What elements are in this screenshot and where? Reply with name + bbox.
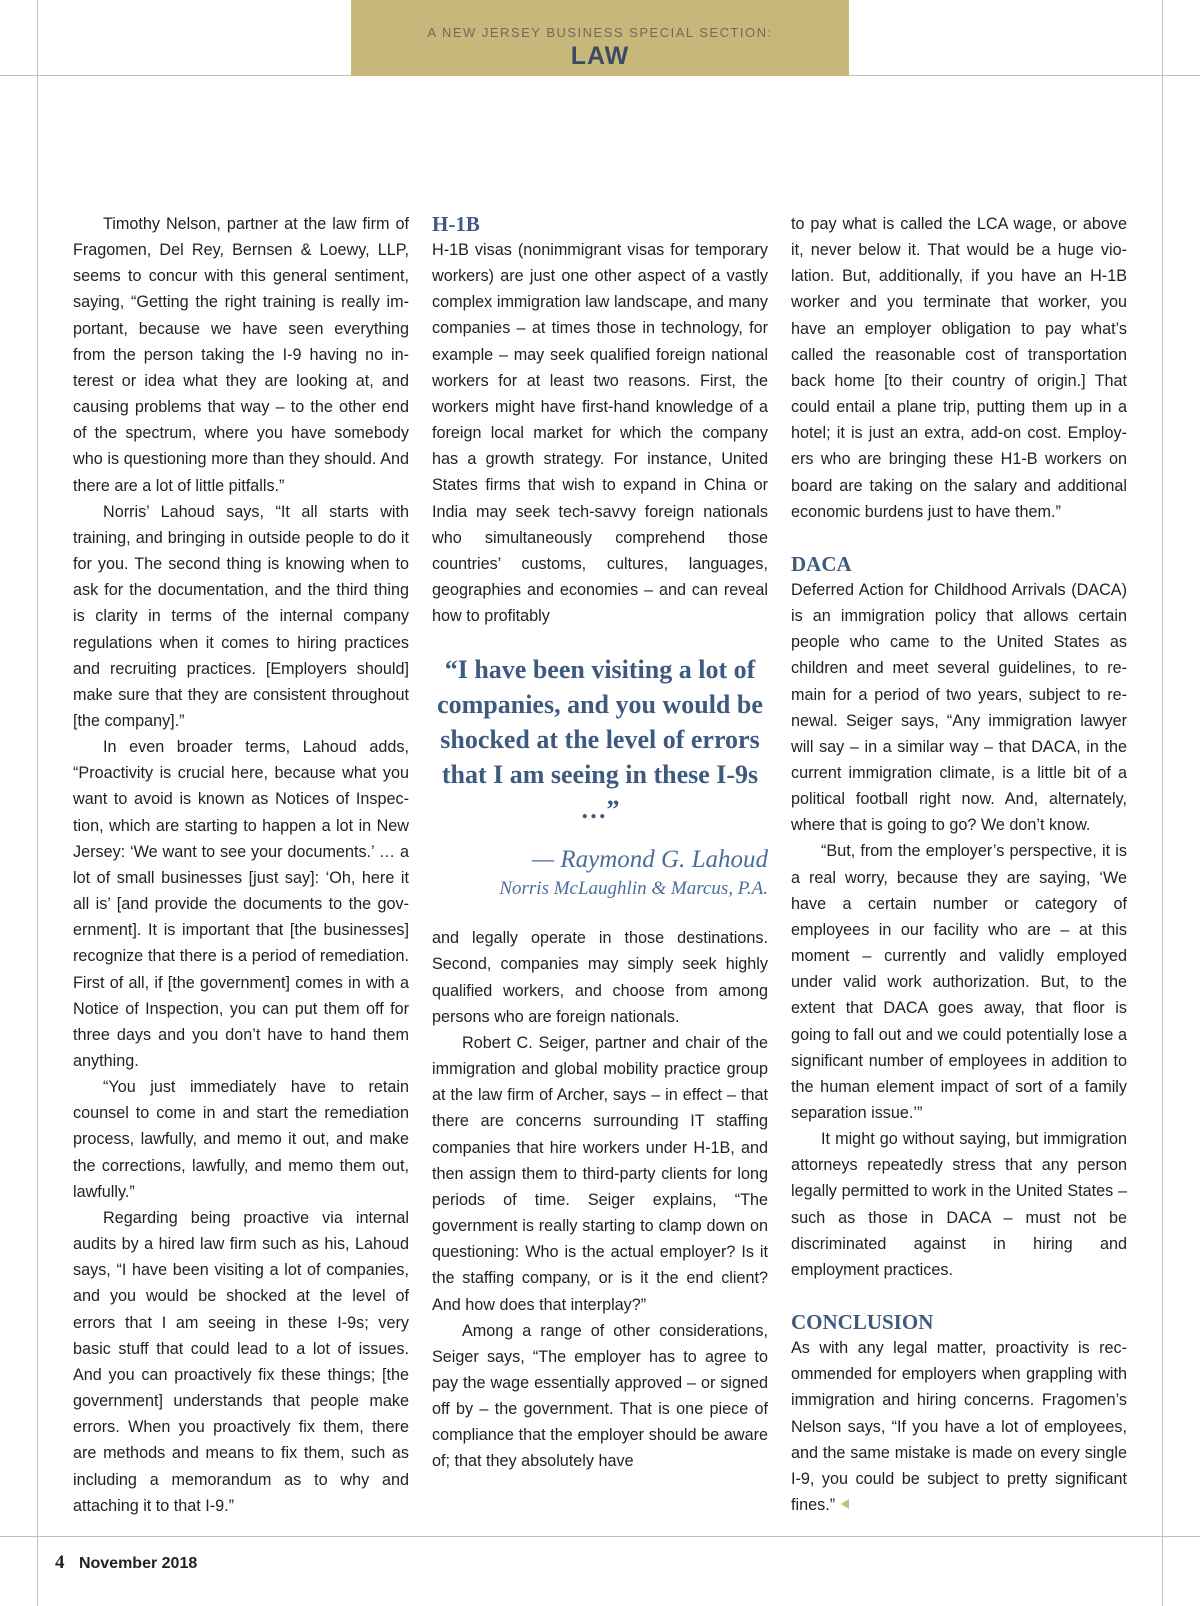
pull-quote-text: “I have been visiting a lot of companies, and you would be shocked at the level of errors that I am seeing in these I-9s …” xyxy=(437,655,763,824)
paragraph: and legally operate in those destinations. Second, companies may simply seek highly qualified workers, and choose from among persons who are foreign nationals. xyxy=(432,929,768,1026)
paragraph: Deferred Action for Childhood Arrivals (DACA) is an immigration policy that allows certain people who came to the United States as children and meet several guidelines, to remain for a period of two years, subject to renewal. Seiger says, “Any immigration lawyer will say – in a similar way – that DACA, in the current immigration climate, is a little bit of a political football right now. And, alternately, where that is going to go? We don’t know. xyxy=(791,580,1127,835)
paragraph: Regarding being proactive via internal audits by a hired law firm such as his, Lahoud says, “I have been visiting a lot of companies, and you would be shocked at the level of errors that I am seeing in these I-9s; very basic stuff that could lead to a lot of issues. And you can proactively fix these things; [the government] understands that people make errors. When you proactively fix them, there are methods and means to fix them, such as including a memorandum as to why and attaching it to that I-9.” xyxy=(73,1208,409,1515)
paragraph: Norris’ Lahoud says, “It all starts with training, and bringing in outside people to do it for you. The second thing is knowing when to ask for the documentation, and the third thing is clarity in terms of the internal company regulations when it comes to hiring practices and recruiting practices. [Employers should] make sure that they are consistent throughout [the company].” xyxy=(73,502,409,730)
left-margin-rule xyxy=(37,0,38,1606)
paragraph: to pay what is called the LCA wage, or above it, never below it. That would be a huge violation. But, additionally, if you have an H-1B worker and you terminate that worker, you have an employer obligation to pay what’s called the reasonable cost of transportation back home [to their country of origin.] That could entail a plane trip, putting them up in a hotel; it is just an extra, add-on cost. Employers who are bringing these H1-B workers on board are taking on the salary and additional economic burdens just to have them.” xyxy=(791,215,1127,521)
column-2 xyxy=(432,211,768,1475)
paragraph: Timothy Nelson, partner at the law firm of Fragomen, Del Rey, Bernsen & Loewy, LLP, seems to concur with this general sentiment, saying, “Getting the right training is really important, because we have seen everything from the person taking the I-9 having no interest or idea what they are looking at, and causing problems that way – to the other end of the spectrum, where you have somebody who is questioning more than they should. And there are a lot of little pitfalls.” xyxy=(73,215,409,495)
final-paragraph-text: As with any legal matter, proactivity is recommended for employers when grappling with immigration and hiring concerns. Fragomen’s Nelson says, “If you have a lot of employees, and the same mistake is made on every single I-9, you could be subject to pretty significant fines.” xyxy=(791,1339,1127,1515)
section-title: LAW xyxy=(570,42,630,70)
section-kicker: A NEW JERSEY BUSINESS SPECIAL SECTION: xyxy=(427,25,773,40)
paragraph: Among a range of other considerations, Seiger says, “The employer has to agree to pay the wage essentially approved – or signed off by – the government. That is one piece of compliance that the employer should be aware of; that they absolutely have xyxy=(432,1321,768,1471)
paragraph: It might go without saying, but immigration attorneys repeatedly stress that any person legally permitted to work in the United States – such as those in DACA – must not be discriminated against in hiring and employment practices. xyxy=(791,1130,1127,1279)
pull-quote-firm: Norris McLaughlin & Marcus, P.A. xyxy=(499,878,768,900)
paragraph: “You just immediately have to retain counsel to come in and start the remediation process, lawfully, and memo it out, and make the corrections, lawfully, and memo them out, lawfully.” xyxy=(73,1078,409,1201)
pull-quote xyxy=(432,653,768,903)
page-folio xyxy=(55,1552,197,1574)
page-number: 4 xyxy=(55,1552,65,1573)
column-1 xyxy=(73,211,409,1519)
issue-date: November 2018 xyxy=(78,1555,198,1572)
section-banner xyxy=(351,0,849,76)
paragraph: “But, from the employer’s perspective, it is a real worry, because they are saying, ‘We have a certain number or category of employees in our facility who are – at this moment – currently and validly employed under valid work authorization. But, to the extent that DACA goes away, that floor is going to fall out and we could potentially lose a significant number of employees in addition to the human element impact of sort of a family separation issue.’” xyxy=(791,842,1127,1122)
footer-rule xyxy=(0,1536,1200,1537)
subhead-h1b: H-1B xyxy=(432,212,480,236)
pull-quote-attribution: — Raymond G. Lahoud xyxy=(531,846,768,874)
final-paragraph xyxy=(791,1335,1127,1518)
paragraph: H-1B visas (nonimmigrant visas for temporary workers) are just one other aspect of a vastly complex immigration law landscape, and many companies – at times those in technology, for example – may seek qualified foreign national workers for at least two reasons. First, the workers might have first-hand knowledge of a foreign local market for which the company has a growth strategy. For instance, United States firms that wish to expand in China or India may seek tech-savvy foreign nationals who simultaneously comprehend those countries’ customs, cultures, languages, geographies and economies – and can reveal how to profitably xyxy=(432,241,768,626)
right-margin-rule xyxy=(1162,0,1163,1606)
column-3 xyxy=(791,211,1127,1518)
subhead-daca: DACA xyxy=(791,551,852,576)
end-of-article-icon xyxy=(841,1499,849,1509)
paragraph: Robert C. Seiger, partner and chair of the immigration and global mobility practice group at the law firm of Archer, says – in effect – that there are concerns surrounding IT staffing companies that hire workers under H-1B, and then assign them to third-party clients for long periods of time. Seiger explains, “The government is really starting to clamp down on questioning: Who is the actual employer? Is it the staffing company, or is it the end client? And how does that interplay?” xyxy=(432,1033,768,1314)
subhead-conclusion: CONCLUSION xyxy=(791,1310,934,1335)
paragraph: In even broader terms, Lahoud adds, “Proactivity is crucial here, because what you want to avoid is known as Notices of Inspection, which are starting to happen a lot in New Jersey: ‘We want to see your documents.’ … a lot of small businesses [just say]: ‘Oh, here it all is’ [and provide the documents to the government]. It is important that [the businesses] recognize that there is a period of remediation. First of all, if [the government] comes in with a Notice of Inspection, you can put them off for three days and you don’t have to hand them anything. xyxy=(73,738,409,1070)
